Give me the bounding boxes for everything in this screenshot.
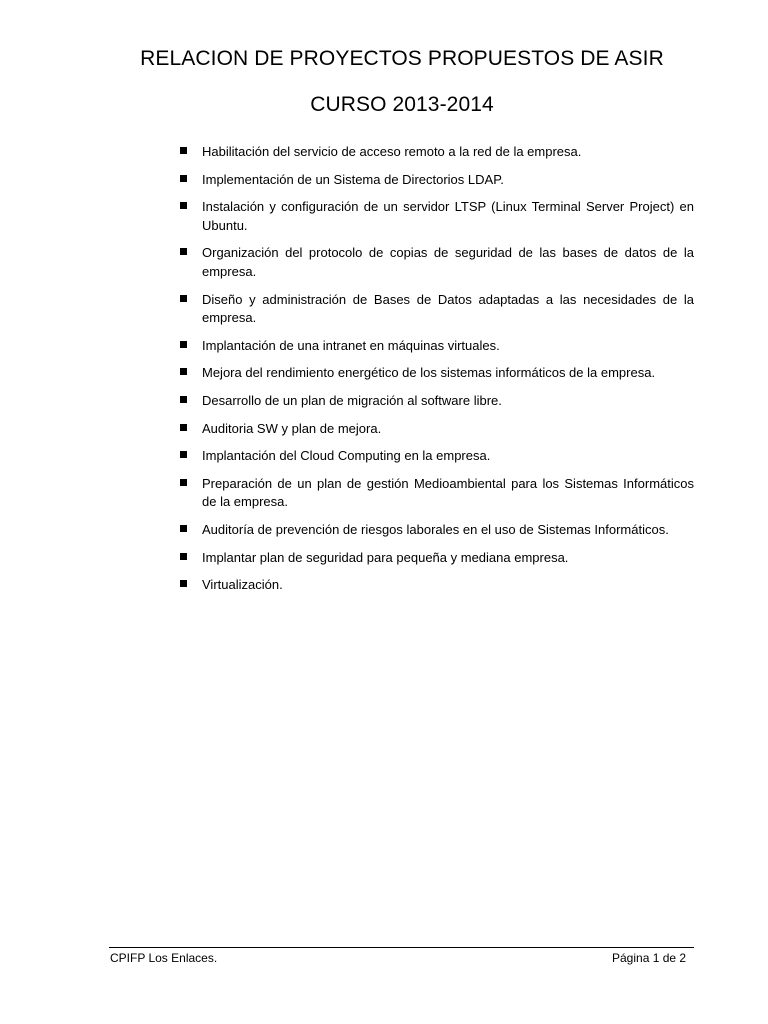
square-bullet-icon	[180, 396, 187, 403]
project-text: Auditoria SW y plan de mejora.	[202, 420, 382, 436]
project-list	[180, 143, 694, 604]
square-bullet-icon	[180, 479, 187, 486]
project-text: Implantación de una intranet en máquinas virtuales.	[202, 337, 500, 353]
square-bullet-icon	[180, 147, 187, 154]
square-bullet-icon	[180, 525, 187, 532]
footer-institution: CPIFP Los Enlaces.	[110, 951, 218, 965]
list-item	[180, 198, 694, 235]
square-bullet-icon	[180, 451, 187, 458]
project-text: Implementación de un Sistema de Directorios LDAP.	[202, 171, 504, 187]
square-bullet-icon	[180, 553, 187, 560]
project-text: Virtualización.	[202, 577, 283, 593]
list-item	[180, 392, 694, 411]
project-text: Organización del protocolo de copias de seguridad de las bases de datos de la empresa.	[202, 245, 694, 279]
square-bullet-icon	[180, 580, 187, 587]
square-bullet-icon	[180, 202, 187, 209]
project-text: Implantación del Cloud Computing en la empresa.	[202, 448, 491, 464]
list-item	[180, 364, 694, 383]
footer-divider	[109, 947, 694, 948]
list-item	[180, 337, 694, 356]
list-item	[180, 576, 694, 595]
project-text: Preparación de un plan de gestión Medioambiental para los Sistemas Informáticos de la empresa.	[202, 475, 694, 510]
list-item	[180, 447, 694, 466]
square-bullet-icon	[180, 368, 187, 375]
square-bullet-icon	[180, 424, 187, 431]
square-bullet-icon	[180, 295, 187, 302]
document-title: RELACION DE PROYECTOS PROPUESTOS DE ASIR	[140, 47, 664, 70]
square-bullet-icon	[180, 175, 187, 182]
project-text: Auditoría de prevención de riesgos laborales en el uso de Sistemas Informáticos.	[202, 521, 669, 537]
footer-page-number: Página 1 de 2	[612, 951, 687, 965]
square-bullet-icon	[180, 248, 187, 255]
list-item	[180, 420, 694, 439]
list-item	[180, 244, 694, 281]
list-item	[180, 143, 694, 162]
project-text: Instalación y configuración de un servidor LTSP (Linux Terminal Server Project) en Ubuntu.	[202, 199, 694, 233]
project-text: Implantar plan de seguridad para pequeña y mediana empresa.	[202, 549, 569, 565]
project-text: Diseño y administración de Bases de Datos adaptadas a las necesidades de la empresa.	[202, 291, 694, 326]
list-item	[180, 521, 694, 540]
square-bullet-icon	[180, 341, 187, 348]
document-subtitle-course: CURSO 2013-2014	[310, 93, 494, 116]
project-text: Desarrollo de un plan de migración al software libre.	[202, 392, 502, 408]
project-text: Mejora del rendimiento energético de los sistemas informáticos de la empresa.	[202, 365, 656, 381]
list-item	[180, 171, 694, 190]
list-item	[180, 549, 694, 568]
list-item	[180, 291, 694, 328]
list-item	[180, 475, 694, 512]
project-text: Habilitación del servicio de acceso remoto a la red de la empresa.	[202, 144, 582, 159]
